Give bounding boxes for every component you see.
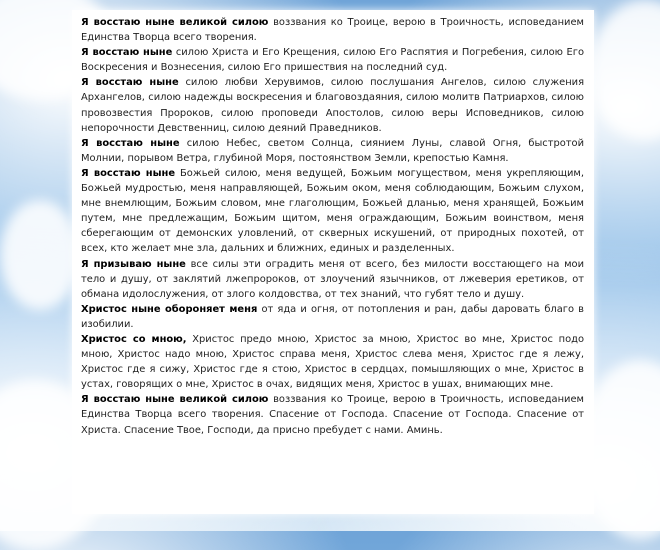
paragraph-lead: Я восстаю ныне великой силою	[81, 17, 269, 28]
paragraph-body: Христос предо мною, Христос за мною, Христос во мне, Христос подо мною, Христос надо мною, Христос справа меня, Христос слева меня, Христос где я лежу, Христос где я сижу, Христос где я стою, Христос в сердцах, помышляющих о мне, Христос в устах, говорящих о мне, Христос в очах, видящих меня, Христос в ушах, внимающих мне.	[81, 333, 584, 391]
paragraph-body: все силы эти оградить меня от всего, без милости восстающего на мои тело и душу, от заклятий лжепророков, от злоучений язычников, от лжеверия еретиков, от обмана идолослужения, от злого колдовства, от тех знаний, что губят тело и душу.	[81, 258, 584, 300]
paragraph-7	[81, 302, 584, 332]
paragraph-body: силою Небес, светом Солнца, сиянием Луны, славой Огня, быстротой Молнии, порывом Ветра, глубиной Моря, постоянством Земли, крепостью Камня.	[81, 137, 584, 164]
paragraph-body: воззвания ко Троице, верою в Троичность, исповеданием Единства Творца всего творения. Спасение от Господа. Спасение от Господа. Спасение от Христа. Спасение Твое, Господи, да присно пребудет с нами. Аминь.	[81, 394, 584, 436]
paragraph-1	[81, 15, 584, 45]
paragraph-lead: Я восстаю ныне	[81, 167, 176, 179]
paragraph-body: Божьей силою, меня ведущей, Божьим могуществом, меня укрепляющим, Божьей мудростью, меня направляющей, Божьим оком, меня соблюдающим, Божьим слухом, мне внемлющим, Божьим словом, мне глаголющим, Божьей дланью, меня хранящей, Божьим путем, мне предлежащим, Божьим щитом, меня ограждающим, Божьим воинством, меня сберегающим от демонских уловлений, от скверных искушений, от природных похотей, от всех, кто желает мне зла, дальних и ближних, единых и разделенных.	[81, 167, 584, 255]
paragraph-4	[81, 136, 584, 166]
cloud-decoration	[590, 0, 660, 140]
paragraph-lead: Я восстаю ныне	[81, 137, 180, 149]
paragraph-3	[81, 75, 584, 135]
paragraph-lead: Христос ныне обороняет меня	[81, 303, 258, 315]
paragraph-lead: Я призываю ныне	[81, 258, 186, 270]
cloud-decoration	[0, 200, 80, 310]
paragraph-lead: Я восстаю ныне	[81, 77, 179, 89]
paragraph-lead: Христос со мною,	[81, 333, 187, 345]
paragraph-6	[81, 257, 584, 302]
paragraph-9	[81, 392, 584, 437]
paragraph-2	[81, 45, 584, 75]
paragraph-body: от яда и огня, от потопления и ран, дабы даровать благо в изобилии.	[81, 303, 584, 330]
paragraph-body: силою любви Херувимов, силою послушания Ангелов, силою служения Архангелов, силою надежды воскресения и благовоздаяния, силою молитв Патриархов, силою провозвестия Пророков, силою проповеди Апостолов, силою веры Исповедников, силою непорочности Девственниц, силою деяний Праведников.	[81, 77, 585, 134]
paragraph-lead: Я восстаю ныне	[81, 47, 173, 59]
paragraph-body: силою Христа и Его Крещения, силою Его Распятия и Погребения, силою Его Воскресения и Вознесения, силою Его пришествия на последний суд.	[81, 47, 584, 74]
paragraph-5	[81, 166, 584, 257]
prayer-text	[81, 15, 584, 438]
paragraph-lead: Я восстаю ныне великой силою	[81, 394, 269, 406]
paragraph-body: воззвания ко Троице, верою в Троичность, исповеданием Единства Творца всего творения.	[81, 17, 584, 44]
paragraph-8	[81, 332, 584, 392]
